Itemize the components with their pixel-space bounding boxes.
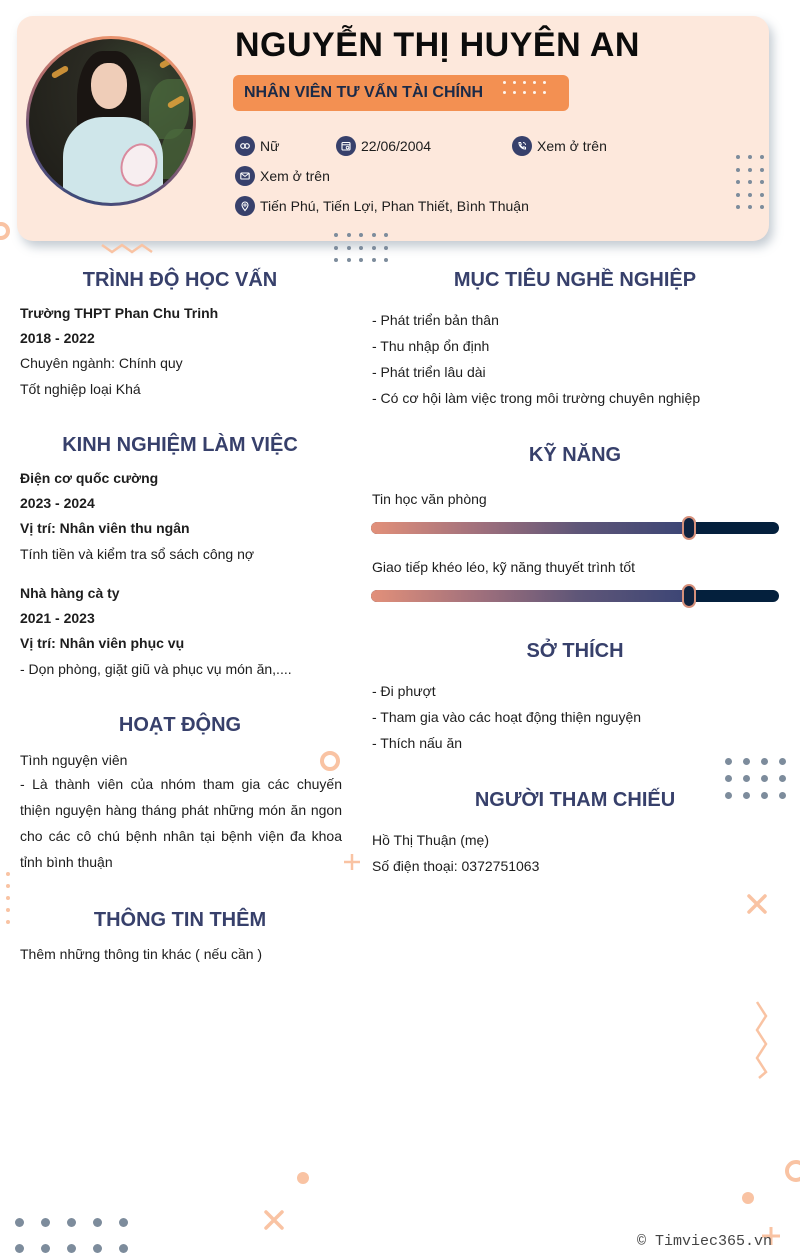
hobby-item: - Thích nấu ăn	[372, 735, 463, 751]
activities-heading: HOẠT ĐỘNG	[118, 714, 242, 736]
education-school: Trường THPT Phan Chu Trinh	[20, 305, 219, 321]
info-email	[235, 166, 330, 186]
career-goal-item: - Phát triển bản thân	[372, 312, 499, 328]
experience-heading: KINH NGHIỆM LÀM VIỆC	[62, 434, 298, 456]
address-value: Tiến Phú, Tiến Lợi, Phan Thiết, Bình Thuận	[260, 198, 529, 214]
career-goal-item: - Thu nhập ổn định	[372, 338, 490, 354]
additional-info-text: Thêm những thông tin khác ( nếu cần )	[20, 946, 263, 962]
skill-name: Tin học văn phòng	[372, 491, 487, 507]
activity-description: - Là thành viên của nhóm tham gia các chuyến thiện nguyện hàng tháng phát những món ăn ngon cho các cô chú bệnh nhân tại bệnh viện đa khoa tỉnh bình thuận	[20, 776, 342, 870]
skill-level-knob	[682, 516, 696, 540]
job-description: - Dọn phòng, giặt giũ và phục vụ món ăn,....	[20, 661, 292, 677]
phone-icon	[512, 136, 532, 156]
career-goals-heading: MỤC TIÊU NGHỀ NGHIỆP	[453, 269, 697, 291]
phone-value: Xem ở trên	[537, 138, 607, 154]
job-title: NHÂN VIÊN TƯ VẤN TÀI CHÍNH	[244, 84, 484, 101]
plus-decoration	[342, 852, 362, 872]
education-heading: TRÌNH ĐỘ HỌC VẤN	[82, 269, 278, 291]
skill-level-fill	[371, 590, 689, 602]
career-goal-item: - Có cơ hội làm việc trong môi trường chuyên nghiệp	[372, 390, 701, 406]
zigzag-decoration	[100, 242, 154, 256]
info-address	[235, 196, 529, 216]
email-value: Xem ở trên	[260, 168, 330, 184]
dot-decoration	[740, 1190, 756, 1206]
job-period: 2021 - 2023	[20, 610, 95, 626]
job-company: Điện cơ quốc cường	[20, 470, 159, 486]
circle-decoration	[782, 1156, 800, 1186]
badge-dots-decoration	[503, 81, 553, 94]
circle-decoration	[0, 220, 14, 242]
location-pin-icon	[235, 196, 255, 216]
job-title-badge	[233, 75, 569, 111]
circle-decoration	[318, 749, 342, 773]
skill-level-bar	[371, 522, 779, 534]
job-position: Vị trí: Nhân viên thu ngân	[20, 520, 190, 536]
skills-heading: KỸ NĂNG	[528, 444, 622, 466]
info-phone	[512, 136, 607, 156]
education-major: Chuyên ngành: Chính quy	[20, 355, 183, 371]
job-company: Nhà hàng cà ty	[20, 585, 120, 601]
footer-copyright: © Timviec365.vn	[636, 1233, 772, 1250]
vertical-dots-decoration	[4, 870, 12, 930]
avatar	[26, 36, 196, 206]
job-period: 2023 - 2024	[20, 495, 95, 511]
hobby-item: - Tham gia vào các hoạt động thiện nguyện	[372, 709, 642, 725]
dots-decoration	[334, 233, 388, 262]
info-birthday	[336, 136, 431, 156]
additional-info-heading: THÔNG TIN THÊM	[93, 909, 267, 931]
job-position: Vị trí: Nhân viên phục vụ	[20, 635, 185, 651]
dot-decoration	[295, 1170, 311, 1186]
gender-icon	[235, 136, 255, 156]
hobbies-heading: SỞ THÍCH	[526, 640, 624, 662]
education-period: 2018 - 2022	[20, 330, 95, 346]
email-icon	[235, 166, 255, 186]
reference-name: Hồ Thị Thuận (mẹ)	[372, 832, 489, 848]
dots-decoration	[15, 1218, 128, 1253]
references-heading: NGƯỜI THAM CHIẾU	[474, 789, 676, 811]
x-decoration	[746, 893, 768, 915]
skill-name: Giao tiếp khéo léo, kỹ năng thuyết trình tốt	[372, 559, 636, 575]
hobby-item: - Đi phượt	[372, 683, 436, 699]
calendar-icon	[336, 136, 356, 156]
education-result: Tốt nghiệp loại Khá	[20, 381, 141, 397]
job-description: Tính tiền và kiểm tra sổ sách công nợ	[20, 546, 255, 562]
skill-level-fill	[371, 522, 689, 534]
x-decoration	[263, 1209, 285, 1231]
birthday-value: 22/06/2004	[361, 138, 432, 154]
gender-value: Nữ	[260, 138, 280, 154]
skill-level-knob	[682, 584, 696, 608]
skill-level-bar	[371, 590, 779, 602]
zigzag-decoration	[754, 1000, 770, 1080]
profile-photo	[29, 39, 193, 203]
career-goal-item: - Phát triển lâu dài	[372, 364, 486, 380]
dots-decoration	[736, 155, 764, 209]
info-gender	[235, 136, 279, 156]
activity-role: Tình nguyện viên	[20, 752, 128, 768]
reference-phone: Số điện thoại: 0372751063	[372, 858, 540, 874]
candidate-name: NGUYỄN THỊ HUYÊN AN	[235, 26, 640, 64]
